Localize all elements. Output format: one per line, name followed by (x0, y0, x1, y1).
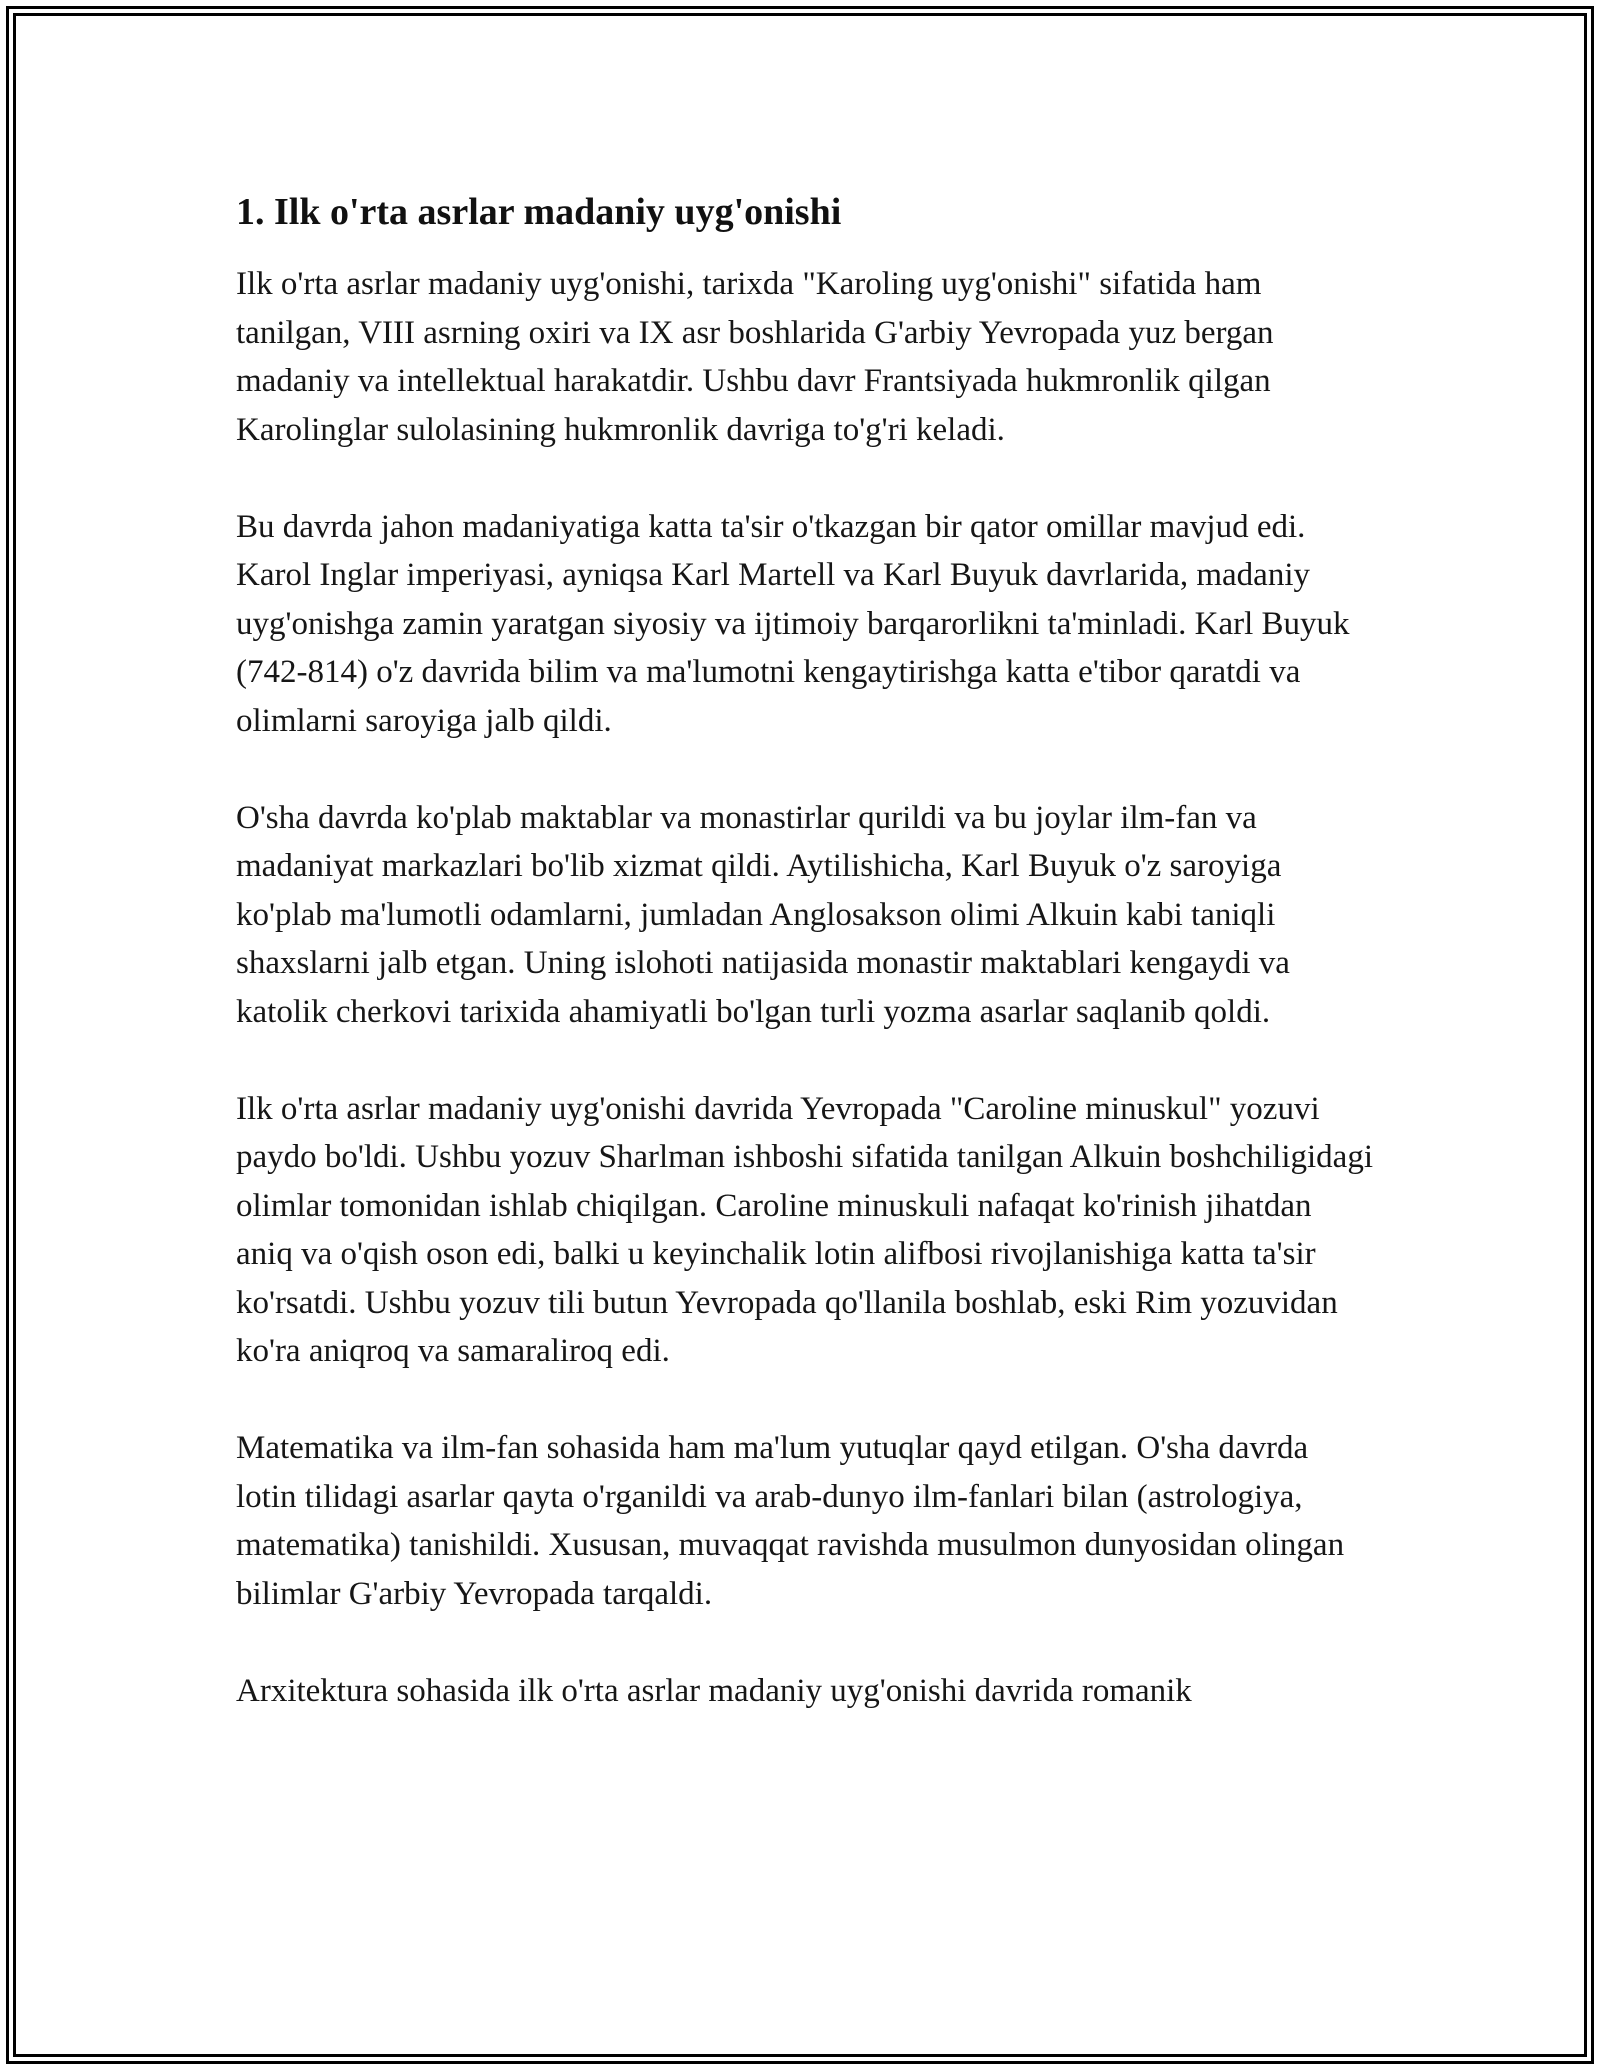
paragraph-3: O'sha davrda ko'plab maktablar va monastirlar qurildi va bu joylar ilm-fan va madaniyat markazlari bo'lib xizmat qildi. Aytilishicha, Karl Buyuk o'z saroyiga ko'plab ma'lumotli odamlarni, jumladan Anglosakson olimi Alkuin kabi taniqli shaxslarni jalb etgan. Uning islohoti natijasida monastir maktablari kengaydi va katolik cherkovi tarixida ahamiyatli bo'lgan turli yozma asarlar saqlanib qoldi. (236, 799, 1290, 1030)
paragraph-6: Arxitektura sohasida ilk o'rta asrlar madaniy uyg'onishi davrida romanik (236, 1672, 1192, 1709)
document-body (236, 188, 1376, 1715)
paragraph-2: Bu davrda jahon madaniyatiga katta ta'sir o'tkazgan bir qator omillar mavjud edi. Karol Inglar imperiyasi, ayniqsa Karl Martell va Karl Buyuk davrlarida, madaniy uyg'onishga zamin yaratgan siyosiy va ijtimoiy barqarorlikni ta'minladi. Karl Buyuk (742-814) o'z davrida bilim va ma'lumotni kengaytirishga katta e'tibor qaratdi va olimlarni saroyiga jalb qildi. (236, 508, 1350, 739)
paragraph-4: Ilk o'rta asrlar madaniy uyg'onishi davrida Yevropada "Caroline minuskul" yozuvi paydo bo'ldi. Ushbu yozuv Sharlman ishboshi sifatida tanilgan Alkuin boshchiligidagi olimlar tomonidan ishlab chiqilgan. Caroline minuskuli nafaqat ko'rinish jihatdan aniq va o'qish oson edi, balki u keyinchalik lotin alifbosi rivojlanishiga katta ta'sir ko'rsatdi. Ushbu yozuv tili butun Yevropada qo'llanila boshlab, eski Rim yozuvidan ko'ra aniqroq va samaraliroq edi. (236, 1090, 1374, 1369)
paragraph-5: Matematika va ilm-fan sohasida ham ma'lum yutuqlar qayd etilgan. O'sha davrda lotin tilidagi asarlar qayta o'rganildi va arab-dunyo ilm-fanlari bilan (astrologiya, matematika) tanishildi. Xususan, muvaqqat ravishda musulmon dunyosidan olingan bilimlar G'arbiy Yevropada tarqaldi. (236, 1430, 1345, 1612)
paragraph-1: Ilk o'rta asrlar madaniy uyg'onishi, tarixda "Karoling uyg'onishi" sifatida ham tanilgan, VIII asrning oxiri va IX asr boshlarida G'arbiy Yevropada yuz bergan madaniy va intellektual harakatdir. Ushbu davr Frantsiyada hukmronlik qilgan Karolinglar sulolasining hukmronlik davriga to'g'ri keladi. (236, 266, 1274, 448)
section-heading: 1. Ilk o'rta asrlar madaniy uyg'onishi (236, 191, 842, 233)
